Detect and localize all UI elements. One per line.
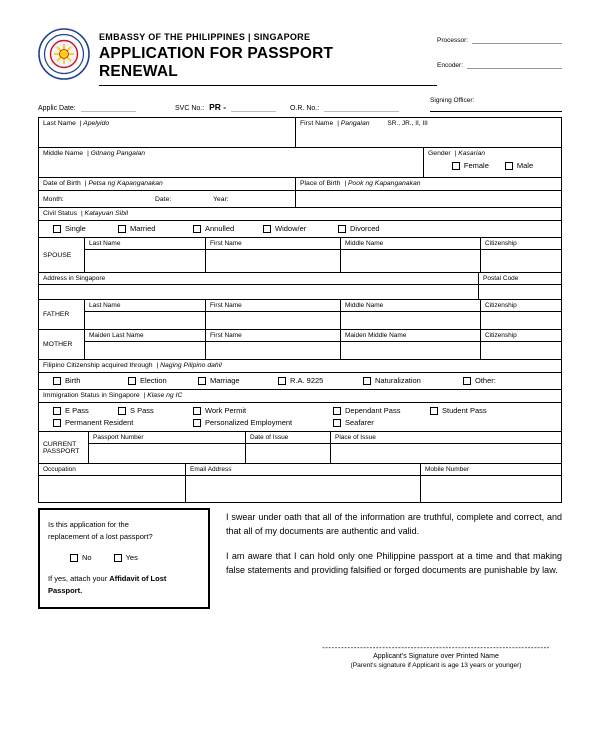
application-form-table xyxy=(38,117,562,503)
processor-input[interactable] xyxy=(472,36,562,44)
spass-label: S Pass xyxy=(130,406,154,415)
father-last-name-input[interactable] xyxy=(85,312,205,329)
month-label: Month: xyxy=(43,195,64,203)
passport-number-input[interactable] xyxy=(89,444,245,463)
immigration-status-label: Immigration Status in Singapore xyxy=(43,392,140,399)
signature-parent-note: (Parent's signature if Applicant is age 13 years or younger) xyxy=(350,662,522,669)
lost-passport-yes-option xyxy=(114,553,138,562)
lost-passport-note-prefix: If yes, attach your xyxy=(48,574,110,583)
svc-no-label: SVC No.: xyxy=(175,105,205,112)
office-use-block xyxy=(437,28,562,86)
date-of-birth-input[interactable] xyxy=(39,191,296,207)
father-first-name-label: First Name xyxy=(206,300,340,312)
spouse-citizenship-label: Citizenship xyxy=(481,238,561,250)
father-middle-name-input[interactable] xyxy=(341,312,480,329)
name-row xyxy=(39,118,561,148)
immigration-work-permit-option xyxy=(193,406,333,415)
immigration-status-options-row xyxy=(39,403,561,432)
civil-status-annulled-option xyxy=(193,224,263,233)
email-address-input[interactable] xyxy=(186,476,420,502)
divorced-label: Divorced xyxy=(350,224,380,233)
processor-label: Processor: xyxy=(437,37,469,44)
naturalization-checkbox[interactable] xyxy=(363,377,371,385)
signing-officer-field[interactable] xyxy=(430,97,562,112)
immigration-status-label-row xyxy=(39,390,561,403)
lost-passport-note-bold: Affidavit of Lost Passport. xyxy=(48,574,167,595)
birth-inputs-row xyxy=(39,191,561,208)
lost-passport-no-option xyxy=(70,553,92,562)
date-of-issue-label: Date of Issue xyxy=(246,432,330,444)
spouse-middle-name-label: Middle Name xyxy=(341,238,480,250)
address-label: Address in Singapore xyxy=(39,273,478,285)
date-label: Date: xyxy=(155,195,172,203)
lost-yes-checkbox[interactable] xyxy=(114,554,122,562)
mother-section-label: MOTHER xyxy=(43,341,73,348)
spouse-section-label: SPOUSE xyxy=(43,251,72,259)
married-label: Married xyxy=(130,224,156,233)
marriage-label: Marriage xyxy=(210,376,240,385)
work-permit-label: Work Permit xyxy=(205,406,247,415)
middle-name-label: Middle Name xyxy=(43,150,84,157)
mobile-number-label: Mobile Number xyxy=(421,464,561,476)
annulled-label: Annulled xyxy=(205,224,235,233)
epass-checkbox[interactable] xyxy=(53,407,61,415)
spouse-last-name-label: Last Name xyxy=(85,238,205,250)
lost-yes-label: Yes xyxy=(125,553,138,562)
single-checkbox[interactable] xyxy=(53,225,61,233)
citizenship-other-option xyxy=(463,376,496,385)
citizenship-birth-option xyxy=(53,376,128,385)
first-name-label: First Name xyxy=(300,120,334,127)
student-pass-label: Student Pass xyxy=(442,406,487,415)
postal-code-label: Postal Code xyxy=(479,273,561,285)
signature-caption: Applicant's Signature over Printed Name xyxy=(373,653,499,660)
occupation-label: Occupation xyxy=(39,464,185,476)
embassy-seal-logo xyxy=(38,28,90,80)
last-name-input[interactable] xyxy=(39,128,295,147)
place-of-issue-input[interactable] xyxy=(331,444,561,463)
single-label: Single xyxy=(65,224,86,233)
immigration-epass-option xyxy=(53,406,118,415)
spouse-first-name-label: First Name xyxy=(206,238,340,250)
epass-label: E Pass xyxy=(65,406,89,415)
divorced-checkbox[interactable] xyxy=(338,225,346,233)
mother-maiden-last-name-input[interactable] xyxy=(85,342,205,359)
lost-passport-question-line1: Is this application for the xyxy=(48,520,129,529)
male-checkbox[interactable] xyxy=(505,162,513,170)
mother-maiden-last-name-label: Maiden Last Name xyxy=(85,330,205,342)
middle-name-native-label: | Gitnang Pangalan xyxy=(86,150,146,157)
oath-paragraph-1: I swear under oath that all of the information are truthful, complete and correct, and that all of my documents are authentic and valid. xyxy=(226,512,562,536)
date-of-issue-input[interactable] xyxy=(246,444,330,463)
mobile-number-input[interactable] xyxy=(421,476,561,502)
father-row xyxy=(39,300,561,330)
lost-passport-note xyxy=(48,573,200,597)
spouse-last-name-input[interactable] xyxy=(85,250,205,272)
father-last-name-label: Last Name xyxy=(85,300,205,312)
place-of-birth-native-label: | Pook ng Kapanganakan xyxy=(344,180,421,187)
civil-status-married-option xyxy=(118,224,193,233)
personalized-employment-checkbox[interactable] xyxy=(193,419,201,427)
occupation-input[interactable] xyxy=(39,476,185,502)
encoder-input[interactable] xyxy=(467,61,562,69)
student-pass-checkbox[interactable] xyxy=(430,407,438,415)
naturalization-label: Naturalization xyxy=(375,376,421,385)
form-header xyxy=(38,28,562,86)
ra9225-checkbox[interactable] xyxy=(278,377,286,385)
civil-status-widower-option xyxy=(263,224,338,233)
citizenship-acquired-options-row xyxy=(39,373,561,390)
first-name-native-label: | Pangalan xyxy=(337,120,370,127)
embassy-name: EMBASSY OF THE PHILIPPINES | SINGAPORE xyxy=(99,32,311,42)
immigration-dependant-pass-option xyxy=(333,406,430,415)
oath-paragraph-2: I am aware that I can hold only one Philippine passport at a time and that making false statements and providing falsified or forged documents are punishable by law. xyxy=(226,550,562,575)
mother-citizenship-input[interactable] xyxy=(481,342,561,359)
dependant-pass-checkbox[interactable] xyxy=(333,407,341,415)
immigration-status-native-label: | Klase ng IC xyxy=(143,392,183,399)
first-name-suffix-label: SR., JR., II, III xyxy=(387,120,428,127)
widower-checkbox[interactable] xyxy=(263,225,271,233)
dependant-pass-label: Dependant Pass xyxy=(345,406,401,415)
email-address-label: Email Address xyxy=(186,464,420,476)
gender-label: Gender xyxy=(428,150,451,157)
last-name-label: Last Name xyxy=(43,120,76,127)
immigration-permanent-resident-option xyxy=(53,418,193,427)
place-of-issue-label: Place of Issue xyxy=(331,432,561,444)
or-no-input[interactable] xyxy=(324,105,399,112)
encoder-label: Encoder: xyxy=(437,62,464,69)
gender-male-option xyxy=(505,161,533,170)
address-row xyxy=(39,273,561,300)
annulled-checkbox[interactable] xyxy=(193,225,201,233)
middle-name-input[interactable] xyxy=(39,158,423,177)
address-input[interactable] xyxy=(39,285,478,299)
immigration-spass-option xyxy=(118,406,193,415)
lost-no-label: No xyxy=(82,553,92,562)
personalized-employment-label: Personalized Employment xyxy=(205,418,293,427)
mother-first-name-input[interactable] xyxy=(206,342,340,359)
permanent-resident-label: Permanent Resident xyxy=(65,418,134,427)
birth-checkbox[interactable] xyxy=(53,377,61,385)
or-no-label: O.R. No.: xyxy=(290,105,320,112)
father-section-label: FATHER xyxy=(43,311,70,318)
lost-passport-question-line2: replacement of a lost passport? xyxy=(48,532,153,541)
date-of-birth-native-label: | Petsa ng Kapanganakan xyxy=(84,180,163,187)
current-passport-row xyxy=(39,432,561,464)
lost-passport-box xyxy=(38,508,210,609)
work-permit-checkbox[interactable] xyxy=(193,407,201,415)
election-label: Election xyxy=(140,376,167,385)
header-titles xyxy=(99,28,437,86)
bottom-section xyxy=(38,508,562,609)
civil-status-divorced-option xyxy=(338,224,380,233)
immigration-seafarer-option xyxy=(333,418,374,427)
middle-name-gender-row xyxy=(39,148,561,178)
mother-row xyxy=(39,330,561,360)
applic-date-label: Applic Date: xyxy=(38,105,76,112)
father-citizenship-label: Citizenship xyxy=(481,300,561,312)
civil-status-single-option xyxy=(53,224,118,233)
citizenship-acquired-native-label: | Naging Pilipino dahil xyxy=(156,362,222,369)
date-of-birth-label: Date of Birth xyxy=(43,180,81,187)
oath-text xyxy=(226,508,562,578)
svc-no-input[interactable] xyxy=(231,105,276,112)
signature-line[interactable]: ------------------------------------------------------------------------ xyxy=(322,643,550,652)
permanent-resident-checkbox[interactable] xyxy=(53,419,61,427)
marriage-checkbox[interactable] xyxy=(198,377,206,385)
spouse-first-name-input[interactable] xyxy=(206,250,340,272)
father-citizenship-input[interactable] xyxy=(481,312,561,329)
citizenship-ra9225-option xyxy=(278,376,363,385)
gender-female-option xyxy=(452,161,489,170)
seafarer-label: Seafarer xyxy=(345,418,374,427)
father-middle-name-label: Middle Name xyxy=(341,300,480,312)
contact-row xyxy=(39,464,561,502)
citizenship-naturalization-option xyxy=(363,376,463,385)
birth-labels-row xyxy=(39,178,561,191)
father-first-name-input[interactable] xyxy=(206,312,340,329)
svc-no-value: PR - xyxy=(209,102,227,112)
seafarer-checkbox[interactable] xyxy=(333,419,341,427)
immigration-personalized-employment-option xyxy=(193,418,333,427)
immigration-student-pass-option xyxy=(430,406,487,415)
civil-status-label: Civil Status xyxy=(43,210,77,217)
civil-status-options-row xyxy=(39,221,561,238)
mother-maiden-middle-name-input[interactable] xyxy=(341,342,480,359)
mother-first-name-label: First Name xyxy=(206,330,340,342)
meta-row xyxy=(38,96,562,114)
widower-label: Widow/er xyxy=(275,224,307,233)
signing-officer-label: Signing Officer: xyxy=(430,97,475,104)
other-checkbox[interactable] xyxy=(463,377,471,385)
spass-checkbox[interactable] xyxy=(118,407,126,415)
place-of-birth-input[interactable] xyxy=(296,191,561,207)
first-name-input[interactable] xyxy=(296,128,561,147)
male-label: Male xyxy=(516,161,534,170)
last-name-native-label: | Apelyido xyxy=(79,120,110,127)
ra9225-label: R.A. 9225 xyxy=(290,376,324,385)
citizenship-marriage-option xyxy=(198,376,278,385)
postal-code-input[interactable] xyxy=(479,285,561,299)
current-passport-section-label: CURRENT PASSPORT xyxy=(43,440,80,455)
citizenship-election-option xyxy=(128,376,198,385)
lost-no-checkbox[interactable] xyxy=(70,554,78,562)
citizenship-acquired-label-row xyxy=(39,360,561,373)
civil-status-label-row xyxy=(39,208,561,221)
place-of-birth-label: Place of Birth xyxy=(300,180,341,187)
civil-status-native-label: | Katayuan Sibil xyxy=(80,210,128,217)
signature-block xyxy=(310,643,562,669)
spouse-citizenship-input[interactable] xyxy=(481,250,561,272)
page-title: APPLICATION FOR PASSPORT RENEWAL xyxy=(99,42,437,86)
spouse-middle-name-input[interactable] xyxy=(341,250,480,272)
female-checkbox[interactable] xyxy=(452,162,460,170)
birth-label: Birth xyxy=(65,376,81,385)
mother-maiden-middle-name-label: Maiden Middle Name xyxy=(341,330,480,342)
other-label: Other: xyxy=(475,376,496,385)
passport-number-label: Passport Number xyxy=(89,432,245,444)
applic-date-input[interactable] xyxy=(81,105,136,112)
election-checkbox[interactable] xyxy=(128,377,136,385)
citizenship-acquired-label: Filipino Citizenship acquired through xyxy=(43,362,153,369)
spouse-row xyxy=(39,238,561,273)
married-checkbox[interactable] xyxy=(118,225,126,233)
gender-native-label: | Kasarian xyxy=(454,150,486,157)
mother-citizenship-label: Citizenship xyxy=(481,330,561,342)
female-label: Female xyxy=(463,161,489,170)
year-label: Year: xyxy=(213,195,229,203)
